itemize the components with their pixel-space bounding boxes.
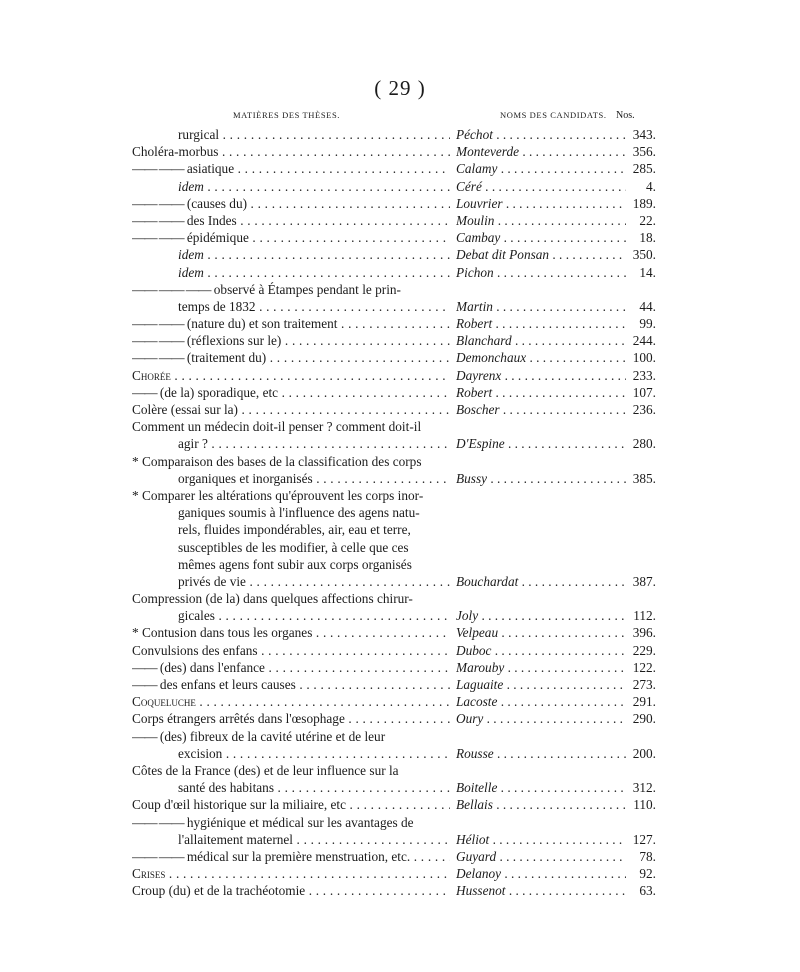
subject-line: (des) fibreux de la cavité utérine et de leur: [159, 728, 386, 744]
index-entry: [0, 282, 800, 316]
thesis-number: 312.: [632, 780, 656, 796]
subject-text: [132, 763, 656, 779]
index-entry: [0, 797, 800, 814]
index-entry: [0, 265, 800, 282]
index-entry-row: [0, 179, 800, 196]
candidate-name: [456, 350, 626, 366]
index-entry-row: [0, 144, 800, 161]
subject-text: [178, 179, 450, 195]
candidate-name-text: Céré: [456, 178, 482, 194]
index-entry-row: [0, 522, 800, 539]
candidate-name: [456, 677, 626, 693]
subject-line: des enfans et leurs causes: [159, 677, 296, 692]
subject-text: [132, 161, 450, 177]
index-entry-row: [0, 797, 800, 814]
index-entry: [0, 763, 800, 797]
candidate-name: [456, 385, 626, 401]
candidate-name: [456, 625, 626, 641]
column-header-candidates: NOMS DES CANDIDATS.: [500, 110, 607, 120]
candidate-name: [456, 694, 626, 710]
subject-text: [132, 316, 450, 332]
candidate-name: [456, 883, 626, 899]
index-entry-row: [0, 694, 800, 711]
subject-text: [132, 677, 450, 693]
subject-line: * Comparer les altérations qu'éprouvent les corps inor-: [132, 487, 424, 503]
subject-line: (nature du) et son traitement: [186, 316, 338, 332]
index-entry-row: [0, 196, 800, 213]
subject-line: rels, fluides impondérables, air, eau et terre,: [178, 522, 411, 538]
index-entry-row: [0, 247, 800, 264]
subject-line: hygiénique et médical sur les avantages de: [186, 814, 414, 830]
subject-line: (causes du): [186, 195, 248, 211]
index-entry-row: [0, 333, 800, 350]
thesis-number: 291.: [632, 694, 656, 710]
subject-line: (de la) sporadique, etc: [159, 384, 279, 400]
index-entry-row: [0, 316, 800, 333]
thesis-index-list: [0, 127, 800, 900]
index-entry-row: [0, 161, 800, 178]
index-entry-row: [0, 849, 800, 866]
index-entry: [0, 677, 800, 694]
index-entry-row: [0, 471, 800, 488]
thesis-number: 387.: [632, 573, 656, 589]
candidate-name: [456, 179, 626, 195]
thesis-number: 385.: [632, 470, 656, 486]
index-entry-row: [0, 643, 800, 660]
index-entry: [0, 247, 800, 264]
subject-line: idem: [178, 178, 204, 194]
index-entry-row: [0, 282, 800, 299]
subject-text: [178, 608, 450, 624]
ditto-dash: —— ——: [132, 195, 184, 211]
subject-line: * Comparaison des bases de la classification des corps: [132, 453, 422, 469]
subject-line: Compression (de la) dans quelques affections chirur-: [132, 591, 413, 607]
ditto-dash: ——: [132, 384, 157, 400]
candidate-name: [456, 574, 626, 590]
subject-text: [132, 625, 450, 641]
candidate-name-text: Debat dit Ponsan: [456, 247, 550, 263]
index-entry: [0, 815, 800, 849]
subject-line: Colère (essai sur la): [132, 402, 238, 417]
index-entry: [0, 230, 800, 247]
subject-line: Côtes de la France (des) et de leur influence sur la: [132, 762, 399, 778]
thesis-number: 18.: [639, 230, 656, 246]
index-entry: [0, 179, 800, 196]
subject-text: [132, 660, 450, 676]
subject-line: Corps étrangers arrêtés dans l'œsophage: [132, 711, 345, 727]
subject-text: [132, 849, 450, 865]
subject-text: [132, 402, 450, 418]
thesis-number: 236.: [632, 402, 656, 417]
thesis-number: 78.: [639, 848, 656, 864]
thesis-number: 356.: [632, 144, 656, 160]
candidate-name-text: Robert: [456, 316, 493, 332]
subject-line: épidémique: [186, 230, 249, 246]
subject-text: [178, 522, 656, 538]
candidate-name-text: Robert: [456, 384, 493, 400]
thesis-number: 343.: [632, 127, 656, 142]
index-entry: [0, 213, 800, 230]
subject-line: (traitement du): [186, 350, 267, 366]
candidate-name-text: Bussy: [456, 470, 488, 486]
index-entry-row: [0, 866, 800, 883]
candidate-name-text: Bellais: [456, 797, 493, 813]
subject-text: [132, 488, 656, 504]
subject-line: Croup (du) et de la trachéotomie: [132, 883, 306, 899]
index-entry-row: [0, 368, 800, 385]
index-entry-row: [0, 419, 800, 436]
candidate-name-text: Héliot: [456, 831, 490, 847]
subject-text: [178, 832, 450, 848]
subject-line: observé à Étampes pendant le prin-: [213, 281, 401, 297]
candidate-name: [456, 436, 626, 452]
subject-text: [132, 866, 450, 882]
subject-text: [132, 815, 656, 831]
index-entry: [0, 316, 800, 333]
subject-text: [132, 196, 450, 212]
candidate-name-text: Demonchaux: [456, 350, 527, 366]
index-entry: [0, 711, 800, 728]
index-entry-row: [0, 454, 800, 471]
subject-text: [178, 540, 656, 556]
index-entry-row: [0, 350, 800, 367]
index-entry-row: [0, 213, 800, 230]
thesis-number: 189.: [632, 195, 656, 211]
candidate-name-text: Martin: [456, 298, 493, 314]
index-entry: [0, 866, 800, 883]
candidate-name: [456, 849, 626, 865]
ditto-dash: —— ——: [132, 848, 184, 864]
index-entry-row: [0, 574, 800, 591]
subject-text: [178, 299, 450, 315]
thesis-number: 100.: [632, 350, 656, 366]
thesis-number: 229.: [632, 642, 656, 658]
subject-text: [132, 144, 450, 160]
subject-text: [132, 333, 450, 349]
subject-text: [132, 454, 656, 470]
subject-line: asiatique: [186, 161, 235, 177]
subject-line: mêmes agens font subir aux corps organisés: [178, 556, 412, 572]
index-entry: [0, 591, 800, 625]
subject-line: Comment un médecin doit-il penser ? comment doit-il: [132, 419, 422, 435]
subject-text: [132, 729, 656, 745]
subject-text: [132, 385, 450, 401]
ditto-dash: —— ——: [132, 333, 184, 349]
thesis-number: 280.: [632, 436, 656, 452]
ditto-dash: —— —— ——: [132, 281, 211, 297]
index-entry-row: [0, 711, 800, 728]
candidate-name-text: Velpeau: [456, 625, 499, 641]
subject-text: [178, 265, 450, 281]
subject-text: [132, 368, 450, 384]
subject-line: santé des habitans: [178, 780, 275, 796]
index-entry-row: [0, 832, 800, 849]
subject-line: temps de 1832: [178, 298, 256, 314]
thesis-number: 92.: [639, 866, 656, 882]
subject-text: [132, 213, 450, 229]
subject-line: rurgical: [178, 127, 220, 142]
subject-line: privés de vie: [178, 573, 246, 589]
index-entry-row: [0, 780, 800, 797]
index-entry-row: [0, 677, 800, 694]
subject-text: [132, 591, 656, 607]
subject-line: l'allaitement maternel: [178, 831, 293, 847]
index-entry-row: [0, 608, 800, 625]
thesis-number: 290.: [632, 711, 656, 727]
ditto-dash: —— ——: [132, 350, 184, 366]
subject-text: [178, 746, 450, 762]
index-entry-row: [0, 488, 800, 505]
candidate-name-text: Oury: [456, 711, 484, 727]
subject-text: [178, 505, 656, 521]
index-entry-row: [0, 265, 800, 282]
candidate-name-text: D'Espine: [456, 436, 505, 452]
candidate-name: [456, 866, 626, 882]
subject-line: Convulsions des enfans: [132, 642, 258, 658]
candidate-name: [456, 832, 626, 848]
subject-text: [178, 557, 656, 573]
candidate-name-text: Boitelle: [456, 780, 498, 796]
index-entry-row: [0, 299, 800, 316]
subject-line: Coqueluche: [132, 694, 196, 710]
ditto-dash: ——: [132, 659, 157, 675]
candidate-name: [456, 643, 626, 659]
ditto-dash: —— ——: [132, 814, 184, 830]
subject-line: idem: [178, 247, 204, 263]
candidate-name: [456, 127, 626, 143]
subject-line: Crises: [132, 866, 166, 882]
candidate-name: [456, 746, 626, 762]
candidate-name-text: Péchot: [456, 127, 493, 142]
candidate-name-text: Boscher: [456, 402, 500, 417]
subject-text: [178, 436, 450, 452]
candidate-name: [456, 608, 626, 624]
ditto-dash: —— ——: [132, 161, 184, 177]
thesis-number: 273.: [632, 677, 656, 692]
thesis-number: 22.: [639, 212, 656, 228]
candidate-name: [456, 196, 626, 212]
subject-line: des Indes: [186, 212, 237, 228]
thesis-number: 14.: [639, 264, 656, 280]
index-entry: [0, 488, 800, 591]
subject-line: susceptibles de les modifier, à celle que ces: [178, 539, 409, 555]
subject-line: agir ?: [178, 436, 208, 452]
index-entry: [0, 729, 800, 763]
thesis-number: 244.: [632, 333, 656, 349]
thesis-number: 44.: [639, 298, 656, 314]
subject-line: ganiques soumis à l'influence des agens natu-: [178, 505, 420, 521]
candidate-name-text: Dayrenx: [456, 367, 502, 383]
candidate-name: [456, 660, 626, 676]
candidate-name: [456, 265, 626, 281]
candidate-name-text: Hussenot: [456, 883, 506, 899]
thesis-number: 350.: [632, 247, 656, 263]
subject-line: gicales: [178, 608, 215, 624]
index-entry-row: [0, 402, 800, 419]
candidate-name-text: Moulin: [456, 212, 495, 228]
candidate-name-text: Calamy: [456, 161, 498, 177]
subject-text: [132, 230, 450, 246]
candidate-name-text: Monteverde: [456, 144, 520, 160]
index-entry: [0, 694, 800, 711]
thesis-number: 107.: [632, 384, 656, 400]
subject-line: médical sur la première menstruation, etc.: [186, 848, 411, 864]
column-header-subjects: MATIÈRES DES THÈSES.: [233, 110, 341, 120]
subject-line: organiques et inorganisés: [178, 470, 313, 486]
index-entry: [0, 368, 800, 385]
thesis-number: 110.: [633, 797, 656, 813]
index-entry-row: [0, 385, 800, 402]
candidate-name: [456, 230, 626, 246]
index-entry: [0, 402, 800, 419]
subject-text: [178, 574, 450, 590]
index-entry-row: [0, 557, 800, 574]
index-entry: [0, 385, 800, 402]
subject-text: [178, 127, 450, 143]
subject-line: (réflexions sur le): [186, 333, 282, 349]
index-entry-row: [0, 625, 800, 642]
candidate-name-text: Pichon: [456, 264, 494, 280]
candidate-name-text: Louvrier: [456, 195, 503, 211]
index-entry-row: [0, 540, 800, 557]
thesis-number: 285.: [632, 161, 656, 177]
candidate-name: [456, 333, 626, 349]
subject-text: [132, 694, 450, 710]
ditto-dash: —— ——: [132, 316, 184, 332]
candidate-name-text: Rousse: [456, 745, 494, 761]
candidate-name-text: Guyard: [456, 848, 497, 864]
index-entry-row: [0, 505, 800, 522]
subject-line: Choléra-morbus: [132, 144, 219, 160]
thesis-number: 127.: [632, 831, 656, 847]
index-entry: [0, 127, 800, 144]
candidate-name-text: Joly: [456, 608, 479, 624]
index-entry-row: [0, 883, 800, 900]
index-entry-row: [0, 591, 800, 608]
subject-line: idem: [178, 264, 204, 280]
candidate-name: [456, 144, 626, 160]
thesis-number: 233.: [632, 367, 656, 383]
candidate-name: [456, 213, 626, 229]
candidate-name: [456, 316, 626, 332]
index-entry-row: [0, 436, 800, 453]
index-entry: [0, 454, 800, 488]
index-entry: [0, 333, 800, 350]
candidate-name: [456, 247, 626, 263]
subject-text: [132, 883, 450, 899]
index-entry-row: [0, 746, 800, 763]
index-entry: [0, 196, 800, 213]
ditto-dash: ——: [132, 677, 157, 692]
candidate-name: [456, 161, 626, 177]
index-entry: [0, 350, 800, 367]
candidate-name-text: Blanchard: [456, 333, 512, 349]
page-number: ( 29 ): [374, 76, 426, 100]
subject-text: [178, 471, 450, 487]
thesis-number: 4.: [646, 178, 656, 194]
subject-text: [132, 282, 656, 298]
ditto-dash: —— ——: [132, 230, 184, 246]
candidate-name: [456, 711, 626, 727]
index-entry: [0, 849, 800, 866]
subject-text: [132, 643, 450, 659]
index-entry: [0, 161, 800, 178]
candidate-name: [456, 368, 626, 384]
candidate-name-text: Bouchardat: [456, 573, 519, 589]
index-entry-row: [0, 660, 800, 677]
subject-text: [132, 711, 450, 727]
column-header-numbers: Nos.: [616, 110, 635, 121]
thesis-number: 122.: [632, 659, 656, 675]
subject-line: * Contusion dans tous les organes: [132, 625, 313, 641]
candidate-name: [456, 402, 626, 418]
subject-line: excision: [178, 745, 223, 761]
index-entry-row: [0, 815, 800, 832]
index-entry: [0, 643, 800, 660]
candidate-name: [456, 471, 626, 487]
ditto-dash: —— ——: [132, 212, 184, 228]
subject-line: Chorée: [132, 367, 171, 383]
candidate-name-text: Lacoste: [456, 694, 498, 710]
ditto-dash: ——: [132, 728, 157, 744]
index-entry: [0, 144, 800, 161]
candidate-name: [456, 299, 626, 315]
index-entry: [0, 419, 800, 453]
candidate-name: [456, 780, 626, 796]
candidate-name: [456, 797, 626, 813]
candidate-name-text: Cambay: [456, 230, 501, 246]
subject-text: [132, 797, 450, 813]
subject-text: [178, 780, 450, 796]
index-entry-row: [0, 729, 800, 746]
thesis-number: 200.: [632, 745, 656, 761]
thesis-number: 112.: [633, 608, 656, 624]
subject-line: Coup d'œil historique sur la miliaire, etc: [132, 797, 346, 813]
candidate-name-text: Marouby: [456, 659, 505, 675]
index-entry: [0, 883, 800, 900]
index-entry: [0, 625, 800, 642]
candidate-name-text: Laguaite: [456, 677, 504, 692]
subject-line: (des) dans l'enfance: [159, 659, 265, 675]
index-entry-row: [0, 127, 800, 144]
candidate-name-text: Duboc: [456, 642, 492, 658]
candidate-name-text: Delanoy: [456, 866, 502, 882]
subject-text: [178, 247, 450, 263]
subject-text: [132, 350, 450, 366]
index-entry-row: [0, 230, 800, 247]
thesis-number: 396.: [632, 625, 656, 641]
thesis-number: 99.: [639, 316, 656, 332]
index-entry: [0, 660, 800, 677]
subject-text: [132, 419, 656, 435]
thesis-number: 63.: [639, 883, 656, 899]
index-entry-row: [0, 763, 800, 780]
